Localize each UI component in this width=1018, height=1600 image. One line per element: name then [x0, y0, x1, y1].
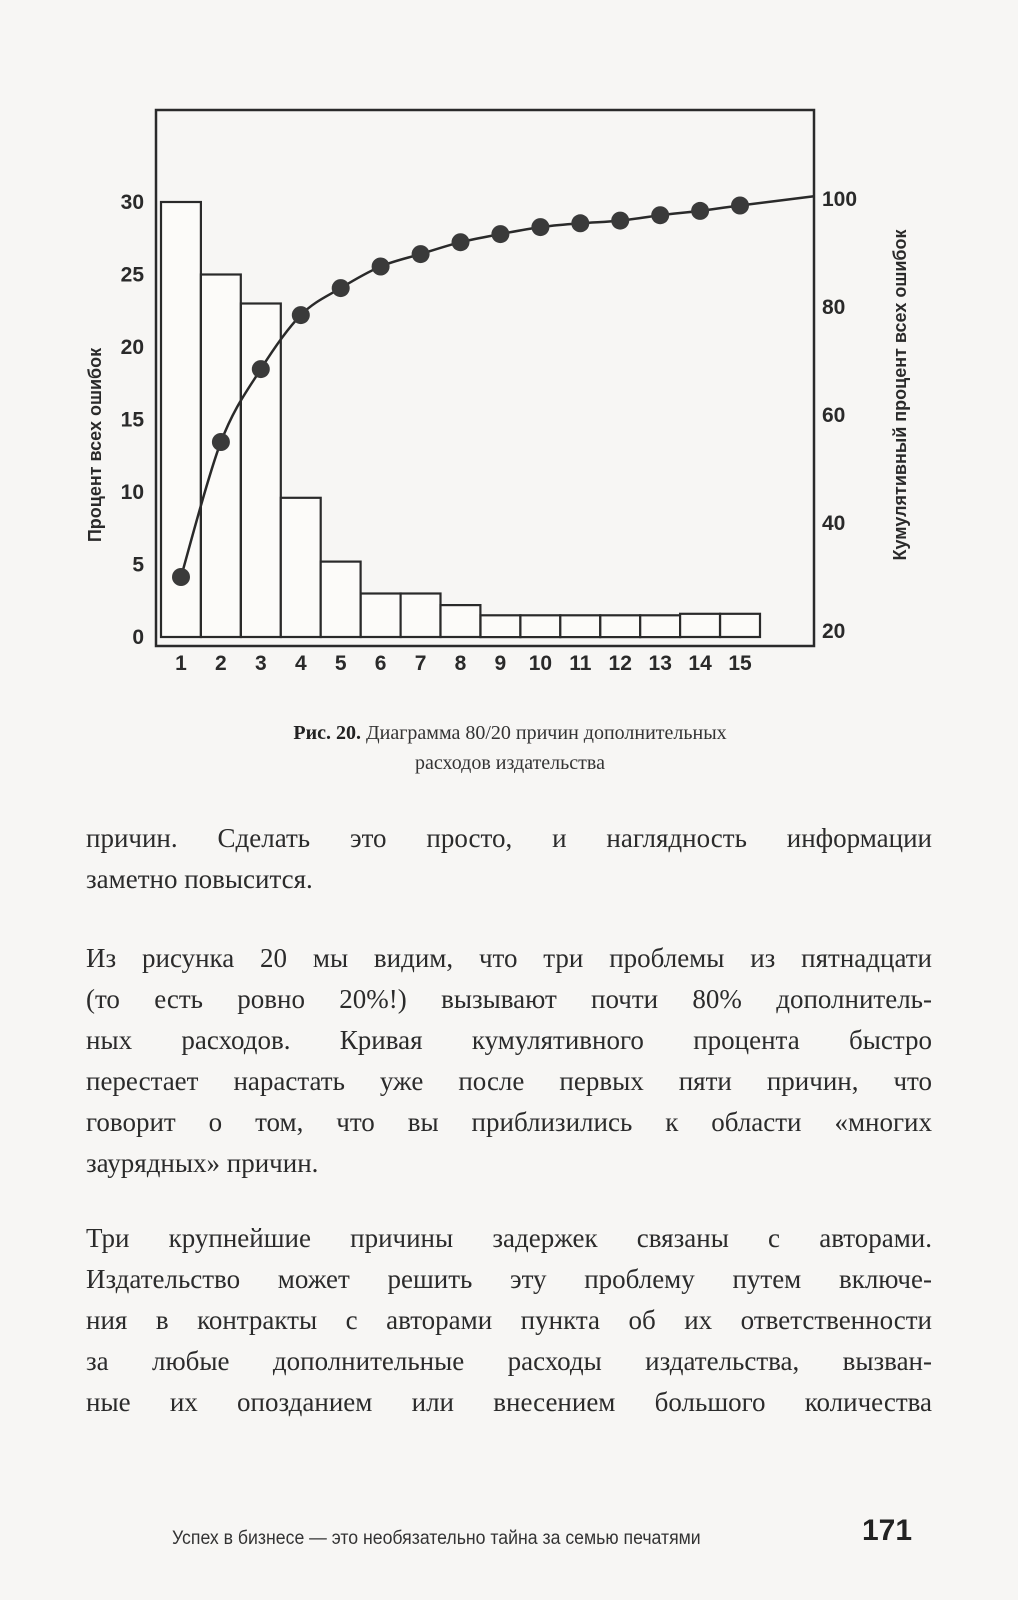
y-right-tick-label: 100 [822, 188, 858, 211]
cumulative-point [571, 214, 589, 232]
y-tick-label: 20 [120, 336, 144, 359]
cumulative-point [731, 197, 749, 215]
y-tick-label: 15 [120, 408, 144, 432]
x-tick-label: 9 [494, 652, 507, 675]
cumulative-point [531, 218, 549, 236]
cumulative-point [212, 433, 230, 451]
bar [520, 615, 560, 637]
cumulative-point [651, 206, 669, 224]
cumulative-point [611, 212, 629, 230]
cumulative-point [332, 279, 350, 297]
bar [361, 594, 401, 638]
bar [241, 304, 281, 638]
text-line: ные их опозданием или внесением большого количества [86, 1387, 932, 1417]
paragraph-1 [86, 818, 932, 900]
bar [441, 605, 481, 637]
x-tick-label: 14 [688, 652, 712, 675]
x-tick-label: 3 [254, 652, 267, 675]
bar [201, 275, 241, 638]
text-line: за любые дополнительные расходы издательства, вызван- [86, 1346, 932, 1376]
bar [321, 562, 361, 637]
paragraph-2 [86, 938, 932, 1184]
y-tick-label: 30 [120, 191, 144, 214]
cumulative-point [292, 306, 310, 324]
x-tick-label: 13 [648, 652, 672, 675]
bar [600, 615, 640, 637]
bar [680, 614, 720, 637]
caption-text: Диаграмма 80/20 причин дополнительных [365, 722, 727, 744]
text-line: (то есть ровно 20%!) вызывают почти 80% дополнитель- [86, 984, 932, 1014]
y-axis-label: Процент всех ошибок [85, 347, 105, 543]
bar [720, 614, 760, 637]
x-tick-label: 5 [334, 652, 347, 675]
text-line: ния в контракты с авторами пункта об их ответственности [86, 1305, 932, 1335]
cumulative-point [252, 360, 270, 378]
y-right-tick-label: 60 [822, 404, 846, 427]
pareto-chart [0, 0, 1018, 700]
x-tick-label: 10 [528, 652, 553, 675]
text-line: заурядных» причин. [86, 1148, 319, 1178]
bar [401, 594, 441, 638]
y-right-tick-label: 80 [822, 296, 846, 319]
cumulative-point [372, 258, 390, 276]
text-line: перестает нарастать уже после первых пяти причин, что [86, 1066, 932, 1096]
x-tick-label: 7 [414, 652, 427, 675]
text-line: Издательство может решить эту проблему путем включе- [86, 1264, 932, 1294]
y-tick-label: 10 [120, 481, 144, 504]
cumulative-point [412, 245, 430, 263]
running-title: Успех в бизнесе — это необязательно тайна за семью печатями [172, 1528, 701, 1549]
x-tick-label: 4 [294, 652, 307, 675]
y-right-tick-label: 40 [822, 512, 846, 535]
cumulative-point [491, 225, 509, 243]
paragraph-3 [86, 1218, 932, 1423]
text-line: Из рисунка 20 мы видим, что три проблемы из пятнадцати [86, 943, 932, 973]
caption-text-line2: расходов издательства [415, 752, 605, 774]
x-tick-label: 6 [374, 652, 387, 675]
x-tick-label: 8 [454, 652, 467, 675]
cumulative-point [452, 233, 470, 251]
x-tick-label: 1 [175, 652, 187, 675]
figure-caption [140, 718, 880, 778]
text-line: говорит о том, что вы приблизились к области «многих [86, 1107, 932, 1137]
text-line: причин. Сделать это просто, и наглядность информации [86, 823, 932, 853]
text-line: ных расходов. Кривая кумулятивного процента быстро [86, 1025, 932, 1055]
cumulative-point [691, 202, 709, 220]
text-line: Три крупнейшие причины задержек связаны с авторами. [86, 1223, 932, 1253]
x-tick-label: 2 [215, 652, 227, 675]
text-line: заметно повысится. [86, 864, 313, 894]
bar [560, 615, 600, 637]
y-tick-label: 25 [120, 263, 144, 287]
y-right-tick-label: 20 [822, 620, 846, 643]
page-number: 171 [862, 1514, 913, 1547]
x-tick-label: 12 [608, 652, 632, 675]
y-tick-label: 0 [132, 626, 144, 649]
cumulative-point [172, 568, 190, 586]
bar [281, 498, 321, 637]
x-tick-label: 11 [569, 652, 592, 675]
x-tick-label: 15 [728, 652, 752, 675]
bar [481, 615, 521, 637]
caption-label: Рис. 20. [293, 722, 361, 744]
y-tick-label: 5 [132, 553, 144, 577]
bar [640, 615, 680, 637]
y-axis-right-label: Кумулятивный процент всех ошибок [890, 229, 910, 561]
